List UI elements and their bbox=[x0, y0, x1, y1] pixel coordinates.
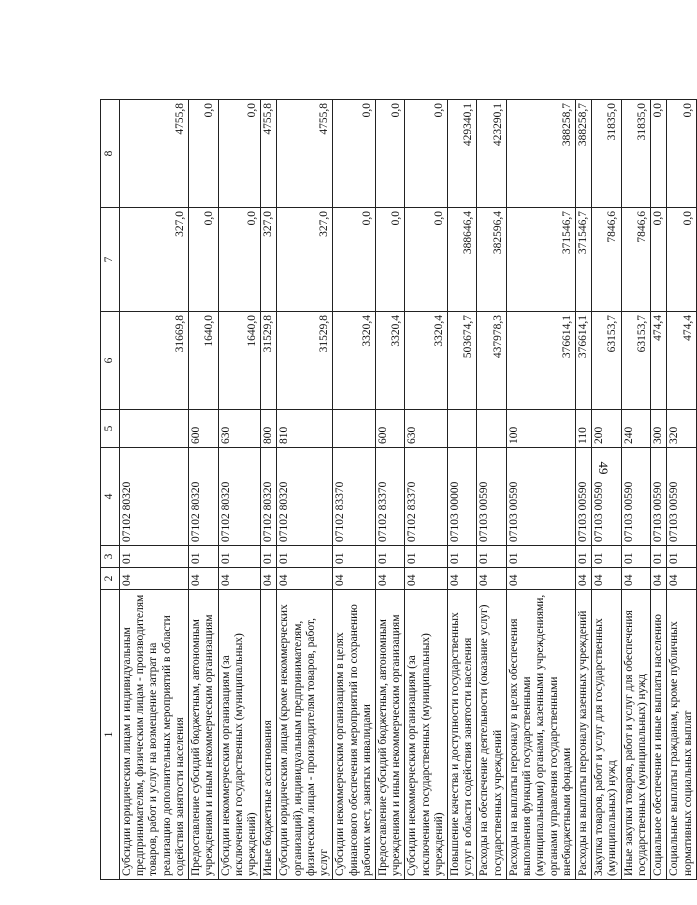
row-name-cell: Расходы на обеспечение деятельности (оказание услуг) государственных учреждений bbox=[477, 590, 506, 880]
amount-col7-cell: 0,0 bbox=[651, 208, 667, 312]
subsection-code-cell: 01 bbox=[576, 546, 592, 568]
amount-col8-cell: 4755,8 bbox=[120, 100, 189, 208]
row-name-cell: Иные бюджетные ассигнования bbox=[261, 590, 277, 880]
column-header: 2 bbox=[101, 568, 120, 590]
amount-col6-cell: 31529,8 bbox=[277, 312, 333, 410]
table-row bbox=[621, 100, 650, 880]
table-body bbox=[101, 100, 697, 880]
amount-col8-cell: 0,0 bbox=[667, 100, 696, 208]
subsection-code-cell: 01 bbox=[277, 546, 333, 568]
amount-col6-cell: 474,4 bbox=[667, 312, 696, 410]
section-code-cell: 04 bbox=[576, 568, 592, 590]
amount-col7-cell: 327,0 bbox=[277, 208, 333, 312]
target-article-cell: 07103 00590 bbox=[667, 448, 696, 546]
section-code-cell: 04 bbox=[651, 568, 667, 590]
expense-type-cell: 600 bbox=[189, 410, 218, 448]
subsection-code-cell: 01 bbox=[621, 546, 650, 568]
expense-type-cell bbox=[448, 410, 477, 448]
table-row bbox=[592, 100, 621, 880]
expense-type-cell: 630 bbox=[218, 410, 261, 448]
row-name-cell: Субсидии юридическим лицам (кроме некоммерческих организаций), индивидуальным предпринимателям, физическим лицам - производителям товаров, работ, услуг bbox=[277, 590, 333, 880]
target-article-cell: 07102 80320 bbox=[261, 448, 277, 546]
expense-type-cell: 200 bbox=[592, 410, 621, 448]
amount-col7-cell: 7846,6 bbox=[621, 208, 650, 312]
amount-col8-cell: 0,0 bbox=[405, 100, 448, 208]
expense-type-cell bbox=[333, 410, 376, 448]
target-article-cell: 07103 00590 bbox=[506, 448, 575, 546]
amount-col7-cell: 7846,6 bbox=[592, 208, 621, 312]
section-code-cell: 04 bbox=[218, 568, 261, 590]
subsection-code-cell: 01 bbox=[667, 546, 696, 568]
subsection-code-cell: 01 bbox=[592, 546, 621, 568]
column-header: 1 bbox=[101, 590, 120, 880]
subsection-code-cell: 01 bbox=[405, 546, 448, 568]
amount-col8-cell: 429340,1 bbox=[448, 100, 477, 208]
amount-col7-cell: 0,0 bbox=[405, 208, 448, 312]
target-article-cell: 07102 83370 bbox=[375, 448, 404, 546]
column-header: 7 bbox=[101, 208, 120, 312]
expense-type-cell: 810 bbox=[277, 410, 333, 448]
amount-col8-cell: 4755,8 bbox=[277, 100, 333, 208]
section-code-cell: 04 bbox=[506, 568, 575, 590]
amount-col6-cell: 1640,0 bbox=[218, 312, 261, 410]
column-header: 5 bbox=[101, 410, 120, 448]
row-name-cell: Предоставление субсидий бюджетным, автономным учреждениям и иным некоммерческим организациям bbox=[189, 590, 218, 880]
amount-col6-cell: 3320,4 bbox=[375, 312, 404, 410]
target-article-cell: 07102 80320 bbox=[277, 448, 333, 546]
amount-col8-cell: 388258,7 bbox=[506, 100, 575, 208]
table-row bbox=[667, 100, 696, 880]
amount-col7-cell: 0,0 bbox=[218, 208, 261, 312]
row-name-cell: Предоставление субсидий бюджетным, автономным учреждениям и иным некоммерческим организациям bbox=[375, 590, 404, 880]
amount-col8-cell: 0,0 bbox=[651, 100, 667, 208]
amount-col6-cell: 503674,7 bbox=[448, 312, 477, 410]
amount-col6-cell: 376614,1 bbox=[506, 312, 575, 410]
amount-col7-cell: 371546,7 bbox=[506, 208, 575, 312]
amount-col8-cell: 0,0 bbox=[189, 100, 218, 208]
target-article-cell: 07103 00590 bbox=[576, 448, 592, 546]
expense-type-cell: 630 bbox=[405, 410, 448, 448]
target-article-cell: 07102 83370 bbox=[405, 448, 448, 546]
amount-col6-cell: 437978,3 bbox=[477, 312, 506, 410]
amount-col7-cell: 388646,4 bbox=[448, 208, 477, 312]
expense-type-cell: 100 bbox=[506, 410, 575, 448]
subsection-code-cell: 01 bbox=[218, 546, 261, 568]
target-article-cell: 07102 83370 bbox=[333, 448, 376, 546]
amount-col8-cell: 31835,0 bbox=[621, 100, 650, 208]
expense-type-cell: 110 bbox=[576, 410, 592, 448]
column-header: 6 bbox=[101, 312, 120, 410]
expense-type-cell: 300 bbox=[651, 410, 667, 448]
table-row bbox=[448, 100, 477, 880]
section-code-cell: 04 bbox=[120, 568, 189, 590]
section-code-cell: 04 bbox=[333, 568, 376, 590]
target-article-cell: 07102 80320 bbox=[189, 448, 218, 546]
table-row bbox=[651, 100, 667, 880]
table-row bbox=[218, 100, 261, 880]
row-name-cell: Повышение качества и доступности государственных услуг в области содействия занятости населения bbox=[448, 590, 477, 880]
target-article-cell: 07103 00590 bbox=[621, 448, 650, 546]
row-name-cell: Расходы на выплаты персоналу в целях обеспечения выполнения функций государственными (муниципальными) органами, казенными учреждениями, органами управления государственными внебюджетными фондами bbox=[506, 590, 575, 880]
budget-table bbox=[100, 99, 697, 880]
amount-col7-cell: 0,0 bbox=[667, 208, 696, 312]
row-name-cell: Субсидии юридическим лицам и индивидуальным предпринимателям, физическим лицам - производителям товаров, работ и услуг на возмещение затрат на реализацию дополнительных мероприятий в области содействия занятости населения bbox=[120, 590, 189, 880]
amount-col7-cell: 327,0 bbox=[261, 208, 277, 312]
amount-col8-cell: 4755,8 bbox=[261, 100, 277, 208]
amount-col7-cell: 0,0 bbox=[189, 208, 218, 312]
amount-col8-cell: 0,0 bbox=[375, 100, 404, 208]
subsection-code-cell: 01 bbox=[333, 546, 376, 568]
amount-col6-cell: 3320,4 bbox=[333, 312, 376, 410]
row-name-cell: Расходы на выплаты персоналу казенных учреждений bbox=[576, 590, 592, 880]
rotated-page bbox=[100, 100, 694, 880]
column-header: 8 bbox=[101, 100, 120, 208]
subsection-code-cell: 01 bbox=[651, 546, 667, 568]
amount-col6-cell: 474,4 bbox=[651, 312, 667, 410]
table-row bbox=[576, 100, 592, 880]
table-row bbox=[277, 100, 333, 880]
table-row bbox=[405, 100, 448, 880]
amount-col6-cell: 31529,8 bbox=[261, 312, 277, 410]
amount-col6-cell: 3320,4 bbox=[405, 312, 448, 410]
amount-col6-cell: 63153,7 bbox=[592, 312, 621, 410]
section-code-cell: 04 bbox=[477, 568, 506, 590]
target-article-cell: 07103 00000 bbox=[448, 448, 477, 546]
amount-col6-cell: 31669,8 bbox=[120, 312, 189, 410]
amount-col7-cell: 382596,4 bbox=[477, 208, 506, 312]
column-header: 4 bbox=[101, 448, 120, 546]
amount-col7-cell: 0,0 bbox=[375, 208, 404, 312]
amount-col7-cell: 0,0 bbox=[333, 208, 376, 312]
amount-col8-cell: 31835,0 bbox=[592, 100, 621, 208]
section-code-cell: 04 bbox=[667, 568, 696, 590]
table-row bbox=[261, 100, 277, 880]
row-name-cell: Закупка товаров, работ и услуг для государственных (муниципальных) нужд bbox=[592, 590, 621, 880]
amount-col6-cell: 376614,1 bbox=[576, 312, 592, 410]
subsection-code-cell: 01 bbox=[375, 546, 404, 568]
subsection-code-cell: 01 bbox=[506, 546, 575, 568]
expense-type-cell bbox=[120, 410, 189, 448]
section-code-cell: 04 bbox=[621, 568, 650, 590]
section-code-cell: 04 bbox=[277, 568, 333, 590]
header-row bbox=[101, 100, 120, 880]
row-name-cell: Субсидии некоммерческим организациям в целях финансового обеспечения мероприятий по сохранению рабочих мест, занятых инвалидами bbox=[333, 590, 376, 880]
table-row bbox=[189, 100, 218, 880]
expense-type-cell: 600 bbox=[375, 410, 404, 448]
section-code-cell: 04 bbox=[189, 568, 218, 590]
table-row bbox=[120, 100, 189, 880]
row-name-cell: Социальное обеспечение и иные выплаты населению bbox=[651, 590, 667, 880]
row-name-cell: Субсидии некоммерческим организациям (за исключением государственных (муниципальных) учреждений) bbox=[405, 590, 448, 880]
amount-col8-cell: 0,0 bbox=[333, 100, 376, 208]
target-article-cell: 07102 80320 bbox=[120, 448, 189, 546]
subsection-code-cell: 01 bbox=[261, 546, 277, 568]
amount-col8-cell: 388258,7 bbox=[576, 100, 592, 208]
subsection-code-cell: 01 bbox=[477, 546, 506, 568]
target-article-cell: 07103 00590 bbox=[651, 448, 667, 546]
amount-col6-cell: 1640,0 bbox=[189, 312, 218, 410]
column-header: 3 bbox=[101, 546, 120, 568]
table-row bbox=[375, 100, 404, 880]
row-name-cell: Иные закупки товаров, работ и услуг для обеспечения государственных (муниципальных) нужд bbox=[621, 590, 650, 880]
amount-col7-cell: 371546,7 bbox=[576, 208, 592, 312]
amount-col7-cell: 327,0 bbox=[120, 208, 189, 312]
subsection-code-cell: 01 bbox=[120, 546, 189, 568]
table-row bbox=[506, 100, 575, 880]
section-code-cell: 04 bbox=[261, 568, 277, 590]
expense-type-cell: 800 bbox=[261, 410, 277, 448]
section-code-cell: 04 bbox=[592, 568, 621, 590]
section-code-cell: 04 bbox=[448, 568, 477, 590]
target-article-cell: 07102 80320 bbox=[218, 448, 261, 546]
subsection-code-cell: 01 bbox=[448, 546, 477, 568]
expense-type-cell bbox=[477, 410, 506, 448]
expense-type-cell: 240 bbox=[621, 410, 650, 448]
expense-type-cell: 320 bbox=[667, 410, 696, 448]
target-article-cell: 07103 00590 bbox=[477, 448, 506, 546]
row-name-cell: Социальные выплаты гражданам, кроме публичных нормативных социальных выплат bbox=[667, 590, 696, 880]
subsection-code-cell: 01 bbox=[189, 546, 218, 568]
table-row bbox=[333, 100, 376, 880]
amount-col8-cell: 0,0 bbox=[218, 100, 261, 208]
amount-col8-cell: 423290,1 bbox=[477, 100, 506, 208]
row-name-cell: Субсидии некоммерческим организациям (за исключением государственных (муниципальных) учреждений) bbox=[218, 590, 261, 880]
page-number: 49 bbox=[596, 461, 611, 475]
section-code-cell: 04 bbox=[375, 568, 404, 590]
section-code-cell: 04 bbox=[405, 568, 448, 590]
table-row bbox=[477, 100, 506, 880]
target-article-cell: 07103 00590 bbox=[592, 448, 621, 546]
amount-col6-cell: 63153,7 bbox=[621, 312, 650, 410]
